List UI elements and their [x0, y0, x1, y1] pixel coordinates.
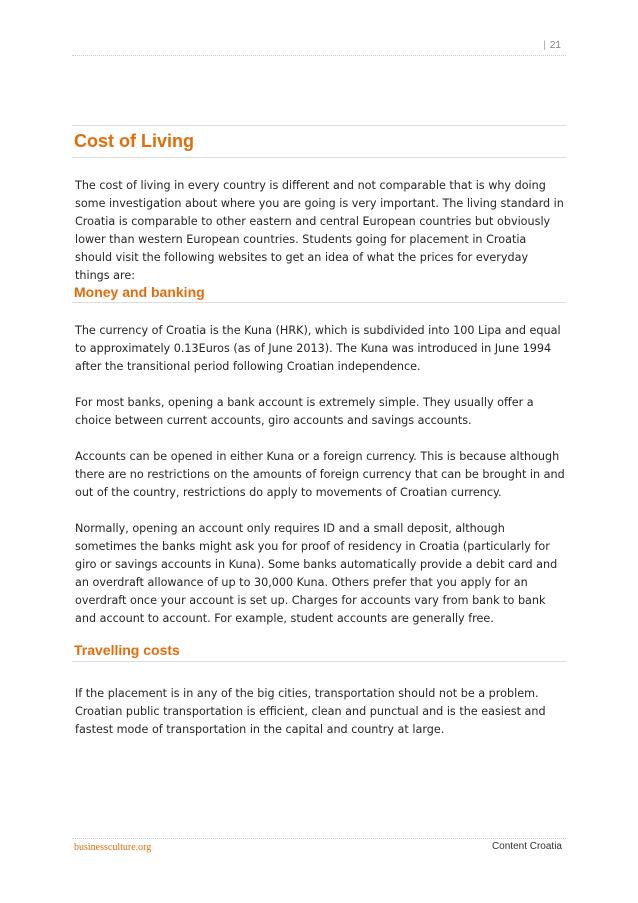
money-paragraph-4: Normally, opening an account only requires ID and a small deposit, although sometimes the banks might ask you for proof of residency in Croatia (particularly for giro or savings accounts in Kuna). Some banks automatically provide a debit card and an overdraft allowance of up to 30,000 Kuna. Others prefer that you apply for an overdraft once your account is set up. Charges for accounts vary from bank to bank and account to account. For example, student accounts are generally free.	[75, 522, 558, 625]
money-heading: Money and banking	[74, 284, 205, 300]
footer-section: Content Croatia	[491, 841, 562, 852]
money-paragraph-2: For most banks, opening a bank account is extremely simple. They usually offer a choice between current accounts, giro accounts and savings accounts.	[75, 396, 534, 427]
travel-heading: Travelling costs	[74, 642, 180, 658]
footer-rule	[72, 838, 566, 839]
intro-paragraph: The cost of living in every country is different and not comparable that is why doing some investigation about where you are going is very important. The living standard in Croatia is comparable to other eastern and central European countries but obviously lower than western European countries. Students going for placement in Croatia should visit the following websites to get an idea of what the prices for everyday things are:	[75, 179, 564, 282]
title-bottom-rule	[72, 157, 566, 158]
money-paragraph-1: The currency of Croatia is the Kuna (HRK), which is subdivided into 100 Lipa and equal to approximately 0.13Euros (as of June 2013). The Kuna was introduced in June 1994 after the transitional period following Croatian independence.	[75, 324, 561, 373]
travel-paragraph-1: If the placement is in any of the big cities, transportation should not be a problem. Croatian public transportation is efficient, clean and punctual and is the easiest and fastest mode of transportation in the capital and country at large.	[75, 687, 546, 736]
money-heading-rule	[72, 302, 566, 303]
footer-website: businessculture.org	[74, 842, 152, 853]
title-top-rule	[72, 125, 566, 126]
money-paragraph-3: Accounts can be opened in either Kuna or a foreign currency. This is because although there are no restrictions on the amounts of foreign currency that can be brought in and out of the country, restrictions do apply to movements of Croatian currency.	[75, 450, 565, 499]
page-number-value: 21	[549, 40, 561, 51]
header-rule	[72, 55, 566, 56]
travel-heading-rule	[72, 661, 566, 662]
page-number-separator: |	[543, 40, 546, 51]
page-number	[543, 40, 561, 51]
page-title: Cost of Living	[74, 131, 194, 151]
